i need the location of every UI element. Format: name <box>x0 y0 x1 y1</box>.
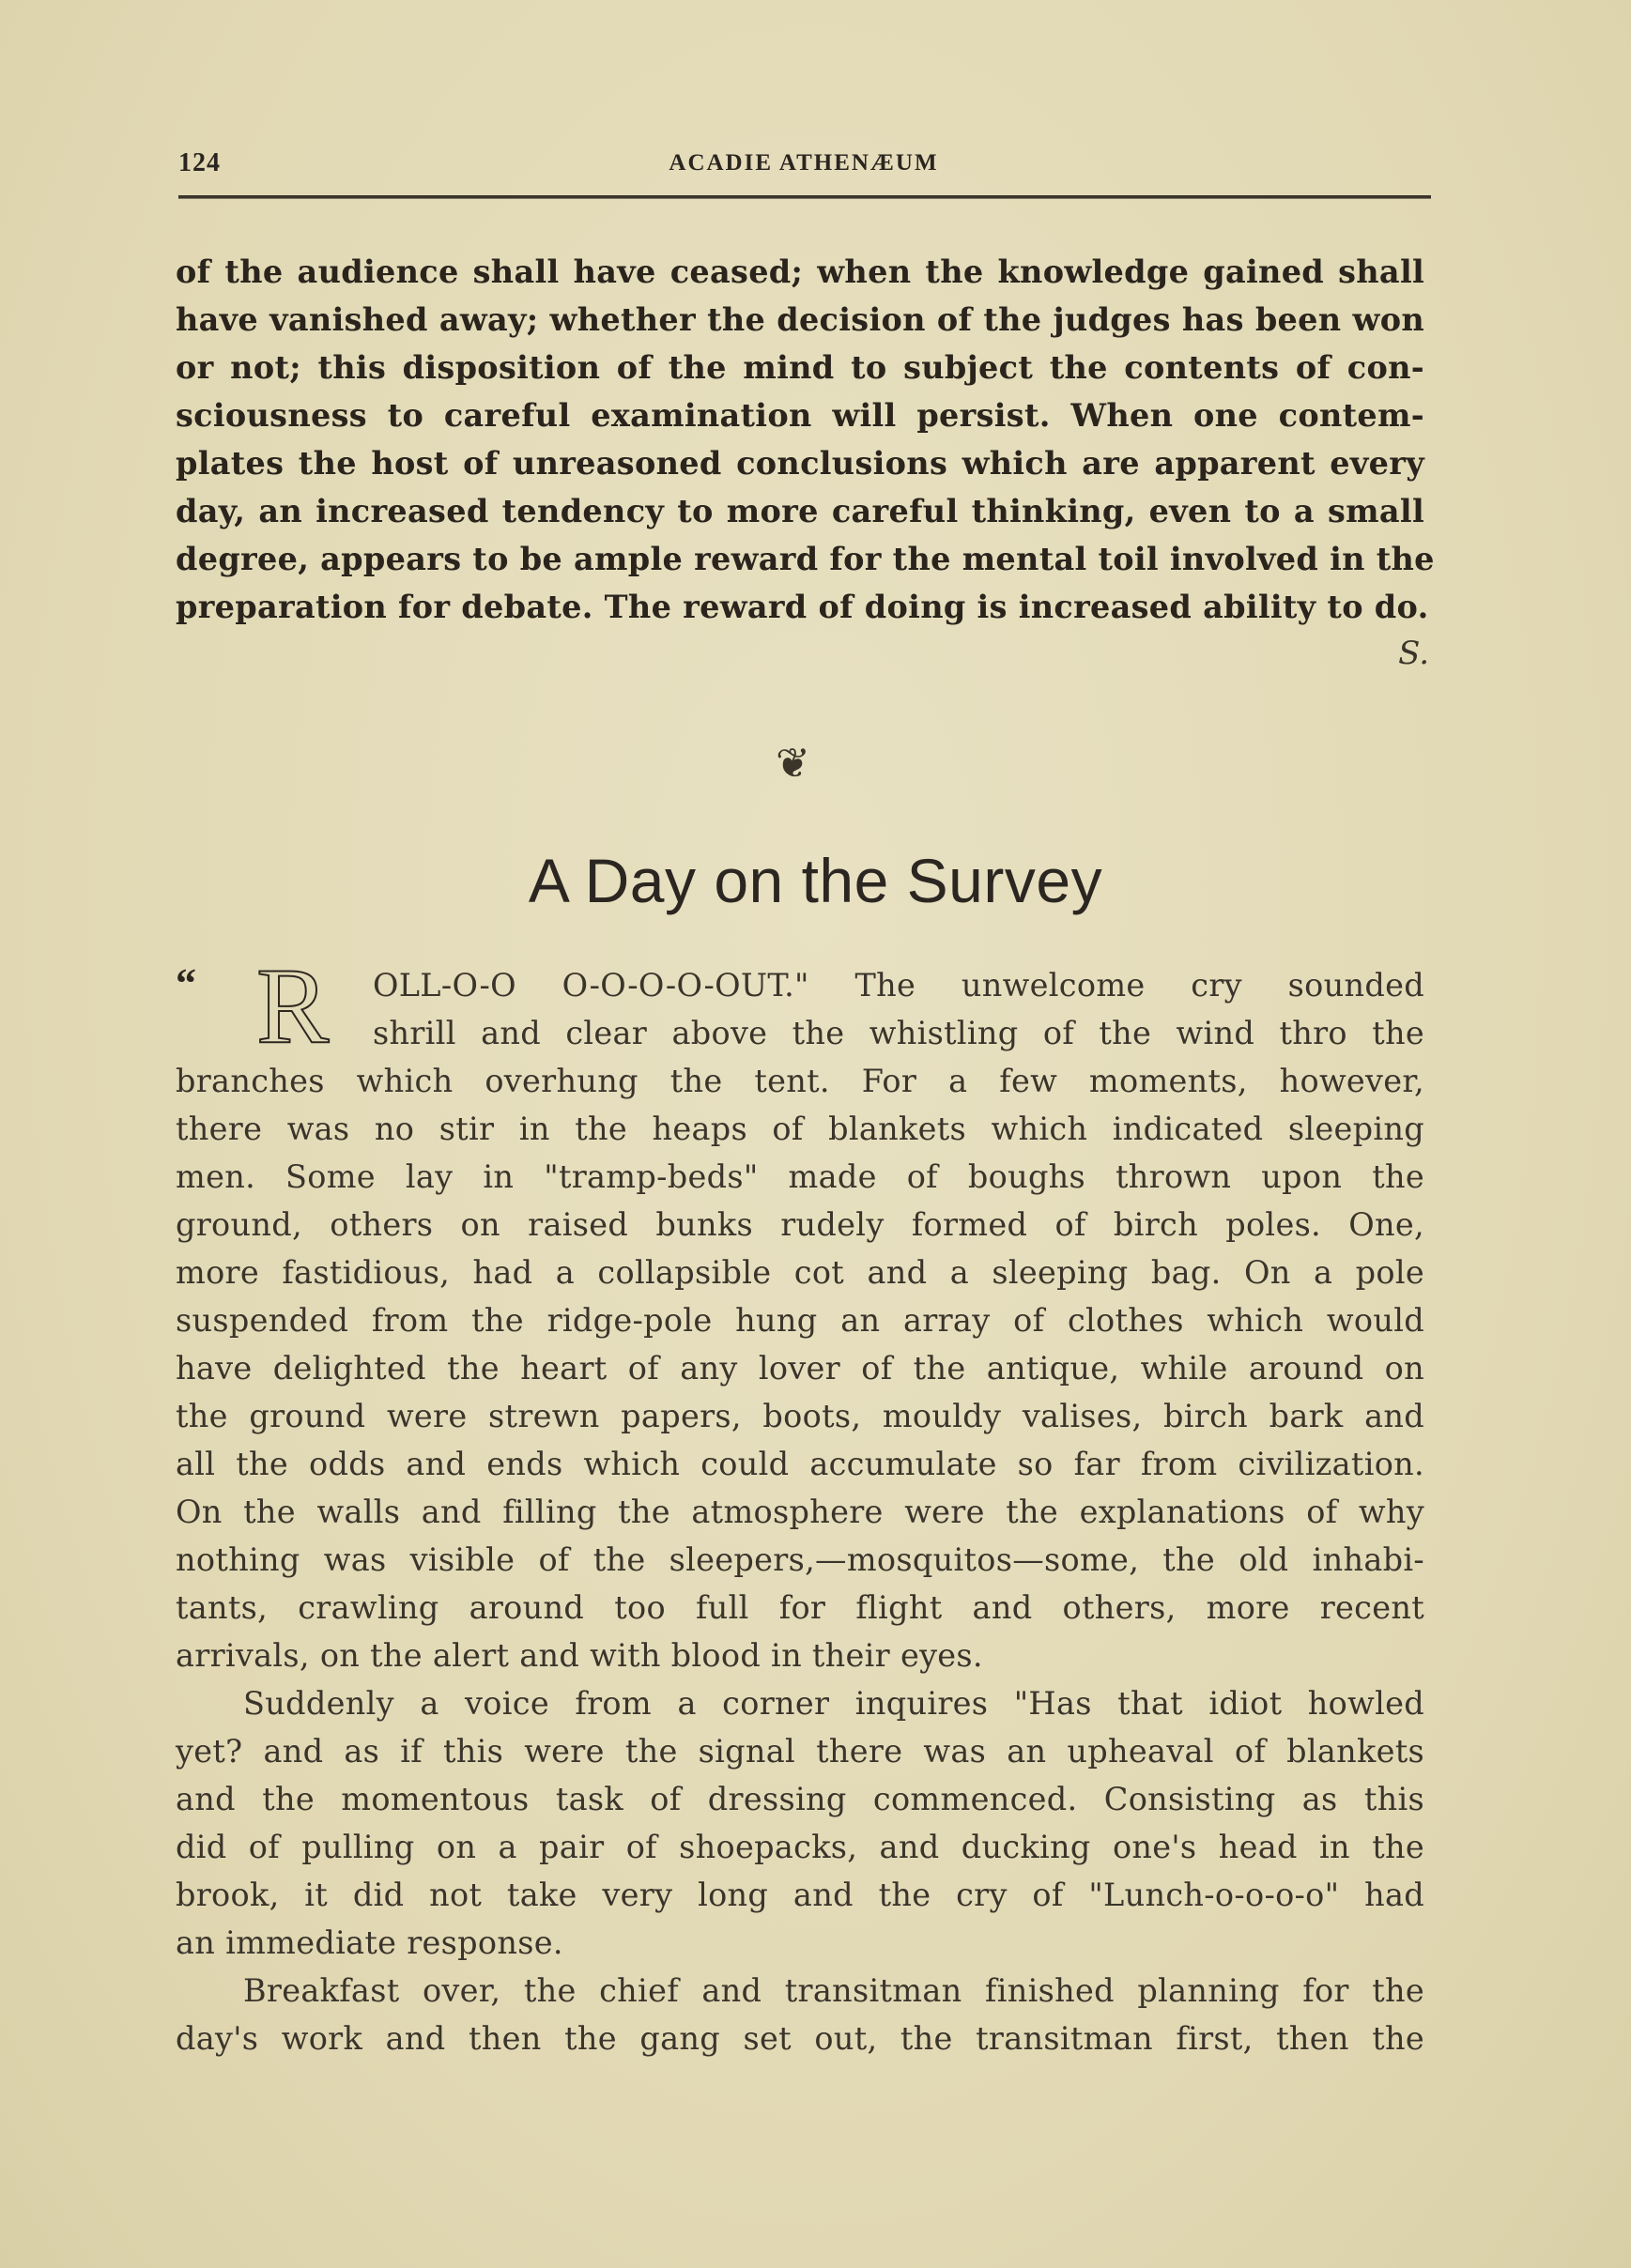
text-line: did of pulling on a pair of shoepacks, and ducking one's head in the <box>176 1829 1424 1865</box>
page-number: 124 <box>178 148 221 177</box>
article-body <box>176 961 1424 2062</box>
text-line: suspended from the ridge-pole hung an array of clothes which would <box>176 1302 1424 1339</box>
text-line: nothing was visible of the sleepers,—mosquitos—some, the old inhabi- <box>176 1541 1424 1578</box>
article-title: A Day on the Survey <box>528 846 1103 915</box>
text-line: Breakfast over, the chief and transitman finished planning for the <box>243 1972 1424 2009</box>
text-line: OLL-O-O O-O-O-O-OUT." The unwelcome cry sounded <box>373 967 1424 1004</box>
opening-quote: “ <box>176 960 196 1006</box>
text-line: brook, it did not take very long and the cry of "Lunch-o-o-o-o" had <box>176 1877 1424 1913</box>
text-line: On the walls and filling the atmosphere were the explanations of why <box>176 1494 1424 1530</box>
text-line: plates the host of unreasoned conclusions which are apparent every <box>176 445 1424 482</box>
text-line: or not; this disposition of the mind to subject the contents of con- <box>176 349 1424 386</box>
text-line: there was no stir in the heaps of blankets which indicated sleeping <box>176 1111 1424 1147</box>
text-line: tants, crawling around too full for flight and others, more recent <box>176 1589 1424 1626</box>
text-line: Suddenly a voice from a corner inquires "Has that idiot howled <box>243 1685 1424 1722</box>
text-line: degree, appears to be ample reward for the mental toil involved in the <box>176 541 1435 577</box>
text-line: have vanished away; whether the decision of the judges has been won <box>176 301 1424 338</box>
text-line: day, an increased tendency to more careful thinking, even to a small <box>176 493 1424 529</box>
essay-conclusion-paragraph <box>176 248 1435 631</box>
text-line: have delighted the heart of any lover of the antique, while around on <box>176 1350 1424 1387</box>
text-line: the ground were strewn papers, boots, mouldy valises, birch bark and <box>176 1398 1424 1434</box>
drop-cap-letter: R <box>256 946 330 1066</box>
text-line: and the momentous task of dressing commenced. Consisting as this <box>176 1781 1424 1817</box>
text-line: men. Some lay in "tramp-beds" made of boughs thrown upon the <box>176 1158 1424 1195</box>
text-line: shrill and clear above the whistling of the wind thro the <box>373 1015 1424 1051</box>
author-signature: S. <box>1398 635 1429 672</box>
text-line: sciousness to careful examination will persist. When one contem- <box>176 397 1424 434</box>
text-line: an immediate response. <box>176 1924 563 1961</box>
text-line: yet? and as if this were the signal there was an upheaval of blankets <box>176 1733 1424 1770</box>
fleuron-ornament-icon: ❦ <box>776 740 810 788</box>
running-head: ACADIE ATHENÆUM <box>669 150 939 176</box>
header-rule <box>178 195 1431 199</box>
page-header <box>178 148 1429 186</box>
text-line: day's work and then the gang set out, the transitman first, then the <box>176 2020 1424 2057</box>
text-line: branches which overhung the tent. For a few moments, however, <box>176 1063 1424 1099</box>
text-line: preparation for debate. The reward of doing is increased ability to do. <box>176 589 1429 625</box>
text-line: of the audience shall have ceased; when the knowledge gained shall <box>176 253 1424 290</box>
text-line: more fastidious, had a collapsible cot and a sleeping bag. On a pole <box>176 1254 1424 1291</box>
text-line: ground, others on raised bunks rudely formed of birch poles. One, <box>176 1206 1424 1243</box>
text-line: all the odds and ends which could accumulate so far from civilization. <box>176 1446 1424 1482</box>
text-line: arrivals, on the alert and with blood in their eyes. <box>176 1637 983 1674</box>
